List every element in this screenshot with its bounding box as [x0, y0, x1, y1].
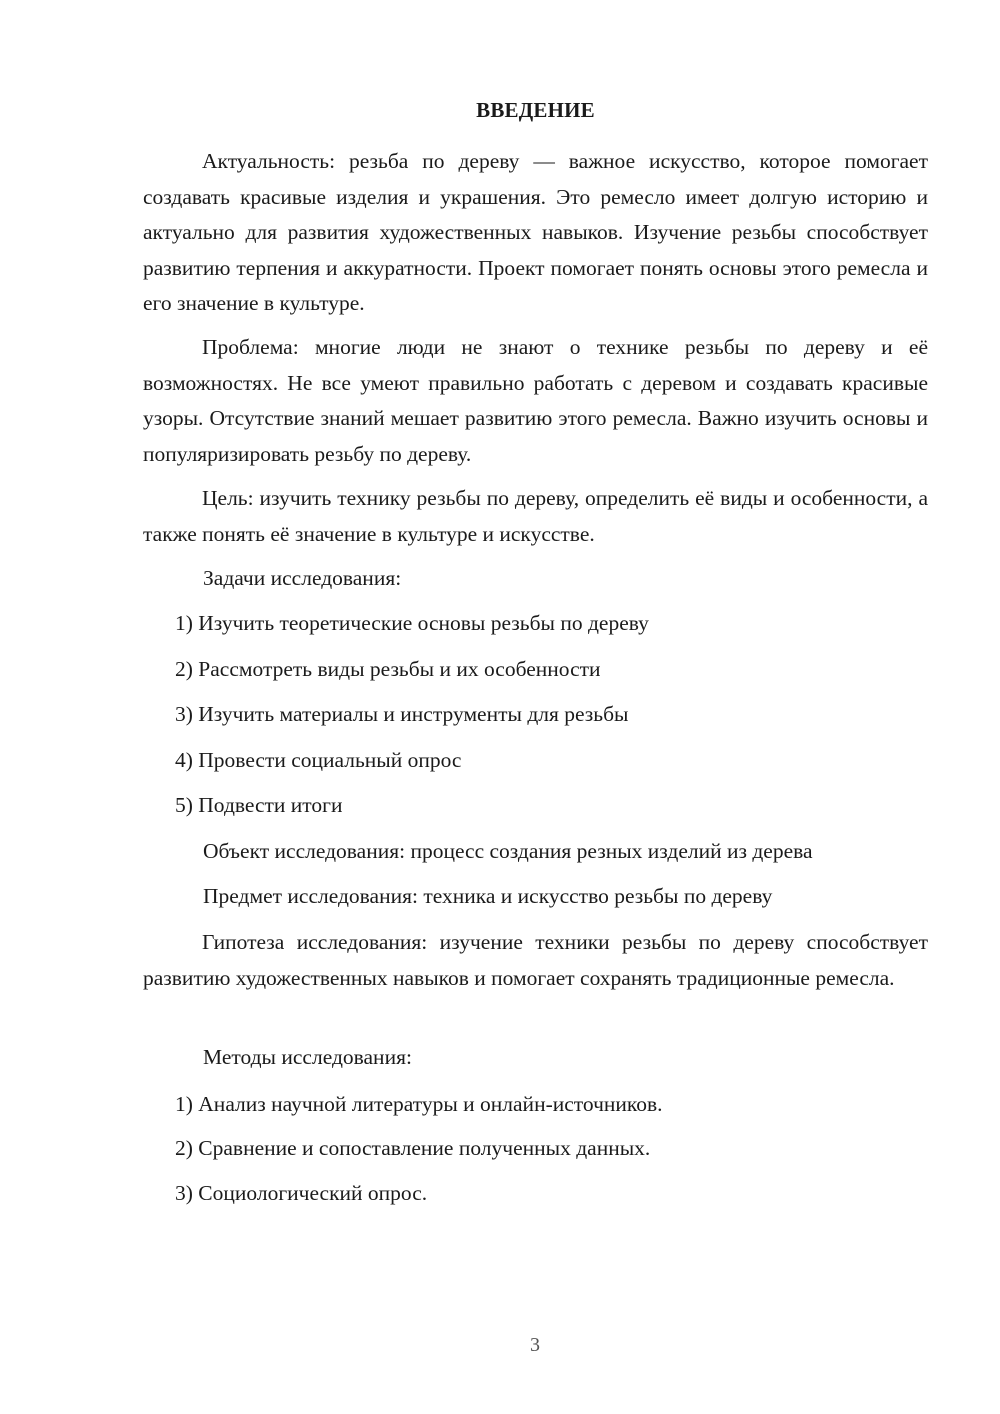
task-item: 1) Изучить теоретические основы резьбы по дереву: [175, 611, 649, 635]
page-number: 3: [530, 1334, 540, 1356]
research-subject: Предмет исследования: техника и искусство резьбы по дереву: [203, 884, 773, 908]
goal-paragraph: Цель: изучить технику резьбы по дереву, определить её виды и особенности, а также понять её значение в культуре и искусстве.: [143, 486, 928, 546]
research-object: Объект исследования: процесс создания резных изделий из дерева: [203, 839, 813, 863]
methods-heading: Методы исследования:: [203, 1045, 412, 1069]
task-item: 5) Подвести итоги: [175, 793, 343, 817]
task-item: 4) Провести социальный опрос: [175, 748, 462, 772]
tasks-heading: Задачи исследования:: [203, 566, 402, 590]
hypothesis-paragraph: Гипотеза исследования: изучение техники резьбы по дереву способствует развитию художественных навыков и помогает сохранять традиционные ремесла.: [143, 930, 928, 990]
method-item: 3) Социологический опрос.: [175, 1181, 428, 1205]
section-title: ВВЕДЕНИЕ: [476, 98, 595, 122]
task-item: 3) Изучить материалы и инструменты для резьбы: [175, 702, 629, 726]
relevance-paragraph: Актуальность: резьба по дереву — важное искусство, которое помогает создавать красивые изделия и украшения. Это ремесло имеет долгую историю и актуально для развития художественных навыков. Изучение резьбы способствует развитию терпения и аккуратности. Проект помогает понять основы этого ремесла и его значение в культуре.: [143, 149, 928, 315]
method-item: 2) Сравнение и сопоставление полученных данных.: [175, 1136, 651, 1160]
task-item: 2) Рассмотреть виды резьбы и их особенности: [175, 657, 601, 681]
method-item: 1) Анализ научной литературы и онлайн-источников.: [175, 1092, 663, 1116]
problem-paragraph: Проблема: многие люди не знают о технике резьбы по дереву и её возможностях. Не все умеют правильно работать с деревом и создавать красивые узоры. Отсутствие знаний мешает развитию этого ремесла. Важно изучить основы и популяризировать резьбу по дереву.: [143, 335, 928, 466]
